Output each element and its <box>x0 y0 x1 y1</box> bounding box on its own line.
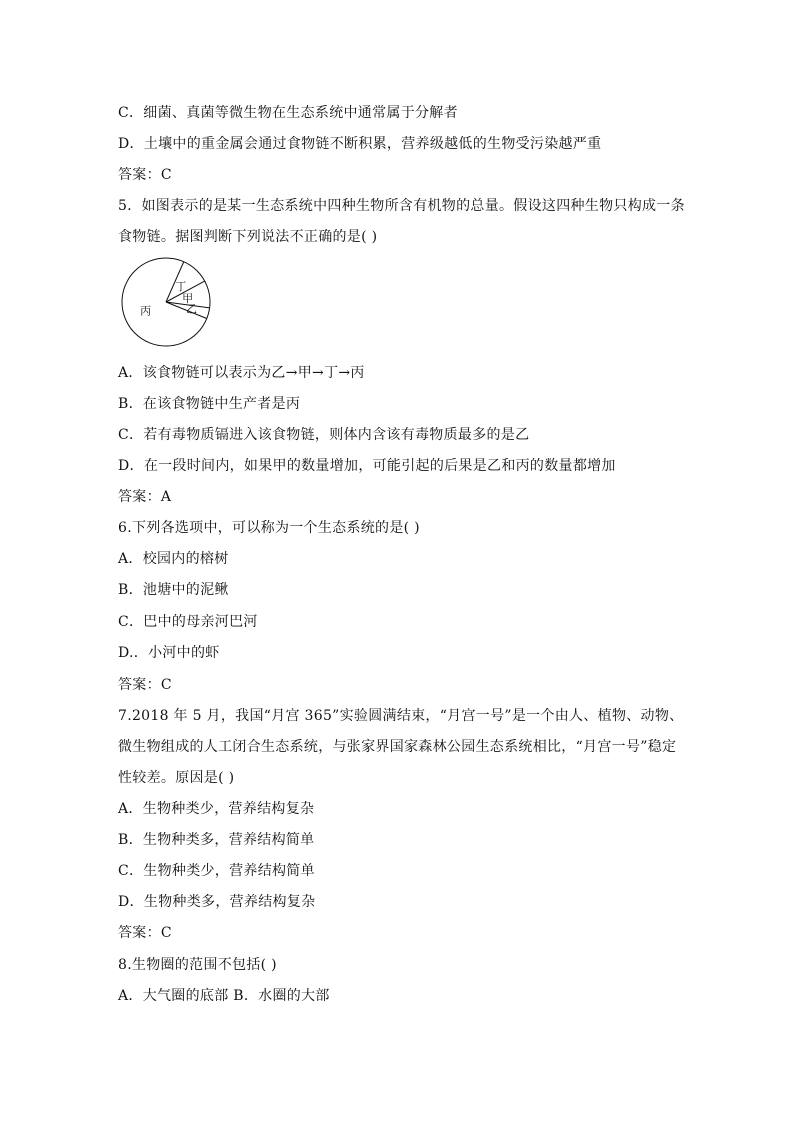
q6-option-a: A．校园内的榕树 <box>118 551 229 567</box>
pie-slice-label: 丙 <box>140 304 152 318</box>
q4-option-d: D．土壤中的重金属会通过食物链不断积累，营养级越低的生物受污染越严重 <box>118 136 602 152</box>
q8-options-ab: A．大气圈的底部 B．水圈的大部 <box>118 988 330 1004</box>
q4-answer: 答案：C <box>118 167 172 183</box>
q6-option-b: B．池塘中的泥鳅 <box>118 582 229 598</box>
q7-option-c: C．生物种类少，营养结构简单 <box>118 863 315 879</box>
q6-stem: 6.下列各选项中，可以称为一个生态系统的是( ) <box>118 520 420 536</box>
pie-slice-label: 乙 <box>186 302 198 316</box>
pie-slice-label: 甲 <box>182 292 194 306</box>
pie-chart <box>118 256 218 356</box>
q7-stem-line2: 微生物组成的人工闭合生态系统，与张家界国家森林公园生态系统相比，“月宫一号”稳定 <box>118 739 677 755</box>
q6-option-c: C．巴中的母亲河巴河 <box>118 614 258 630</box>
q7-option-d: D．生物种类多，营养结构复杂 <box>118 894 316 910</box>
q5-option-c: C．若有毒物质镉进入该食物链，则体内含该有毒物质最多的是乙 <box>118 427 530 443</box>
q4-option-c: C．细菌、真菌等微生物在生态系统中通常属于分解者 <box>118 105 458 121</box>
q8-stem: 8.生物圈的范围不包括( ) <box>118 957 277 973</box>
q7-answer: 答案：C <box>118 925 172 941</box>
q5-stem-line2: 食物链。据图判断下列说法不正确的是( ) <box>118 229 378 245</box>
q6-option-d: D.．小河中的虾 <box>118 645 220 661</box>
q5-stem-line1: 5．如图表示的是某一生态系统中四种生物所含有机物的总量。假设这四种生物只构成一条 <box>118 198 685 214</box>
q7-stem-line1: 7.2018 年 5 月，我国“月宫 365”实验圆满结束，“月宫一号”是一个由人、植物、动物、 <box>118 708 684 724</box>
q7-stem-line3: 性较差。原因是( ) <box>118 770 235 786</box>
q5-answer: 答案：A <box>118 489 172 505</box>
q5-option-d: D．在一段时间内，如果甲的数量增加，可能引起的后果是乙和丙的数量都增加 <box>118 458 616 474</box>
q7-option-b: B．生物种类多，营养结构简单 <box>118 832 315 848</box>
q5-option-b: B．在该食物链中生产者是丙 <box>118 396 301 412</box>
q7-option-a: A．生物种类少，营养结构复杂 <box>118 801 315 817</box>
q6-answer: 答案：C <box>118 677 172 693</box>
pie-slice-label: 丁 <box>175 279 187 293</box>
q5-option-a: A．该食物链可以表示为乙→甲→丁→丙 <box>118 365 365 381</box>
